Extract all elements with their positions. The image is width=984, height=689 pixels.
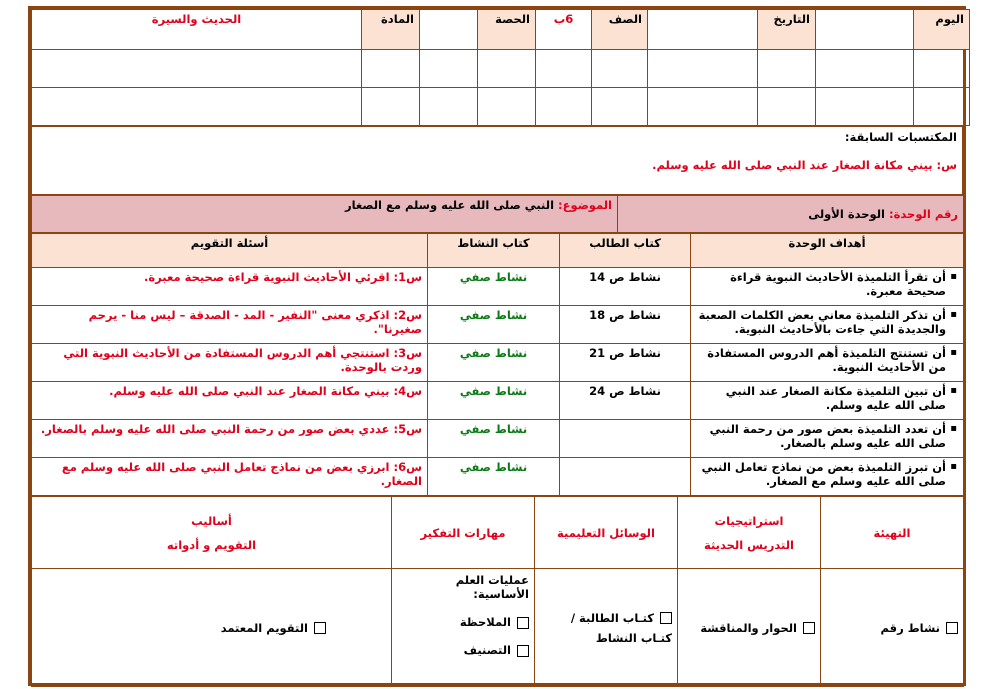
bottom-table <box>31 496 964 687</box>
table-row <box>32 268 964 306</box>
topic-cell <box>32 196 618 233</box>
objective-text: ▪ أن تقرأ التلميذة الأحاديث النبوية قراءة صحيحة معبرة. <box>696 270 946 298</box>
aids-option-label: كتـاب الطالبة / كتـاب النشاط <box>570 610 672 645</box>
strategy-option[interactable] <box>683 621 815 635</box>
aids-option[interactable] <box>540 608 672 648</box>
assessment-question: س2: اذكري معنى "النفير - المد - الصدقة – ليس منا - يرحم صغيرنا". <box>32 306 428 344</box>
assessment-header: أسئلة التقويم <box>32 234 428 268</box>
thinking-header: مهارات التفكير <box>392 497 535 569</box>
assessment-question: س3: استنتجي أهم الدروس المستفادة من الأحاديث النبوية التي وردت بالوحدة. <box>32 344 428 382</box>
table-row <box>32 344 964 382</box>
warmup-option[interactable] <box>826 621 958 635</box>
unit-label: رقم الوحدة: <box>889 207 958 221</box>
prior-knowledge-label: المكتسبات السابقة: <box>844 130 957 144</box>
objective-text: ▪ أن تستنتج التلميذة أهم الدروس المستفادة من الأحاديث النبوية. <box>696 346 946 374</box>
period-label: الحصة <box>478 10 536 50</box>
lesson-plan-sheet <box>28 6 966 686</box>
unit-value: الوحدة الأولى <box>808 207 886 221</box>
activity-cell: نشاط صفي <box>428 344 560 382</box>
objective-text: ▪ أن تعدد التلميذة بعض صور من رحمة النبي صلى الله عليه وسلم بالصغار. <box>696 422 946 450</box>
thinking-option-label: التصنيف <box>463 643 511 657</box>
topic-label: الموضوع: <box>558 198 612 212</box>
student-book-cell: نشاط ص 24 <box>560 382 691 420</box>
checkbox-icon[interactable] <box>517 645 529 657</box>
assessment-tools-header <box>32 497 392 569</box>
assessment-question: س5: عددي بعض صور من رحمة النبي صلى الله عليه وسلم بالصغار. <box>32 420 428 458</box>
thinking-option-observation[interactable] <box>397 615 529 629</box>
checkbox-icon[interactable] <box>314 622 326 634</box>
checkbox-icon[interactable] <box>946 622 958 634</box>
strategies-header-line1: استراتيجيات <box>714 513 784 528</box>
warmup-option-label: نشاط رقم <box>880 620 940 635</box>
activity-cell: نشاط صفي <box>428 268 560 306</box>
activity-book-header: كتاب النشاط <box>428 234 560 268</box>
warmup-header: التهيئة <box>821 497 964 569</box>
strategies-header-line2: التدريس الحديثة <box>704 537 794 552</box>
subject-value: الحديث والسيرة <box>32 10 362 50</box>
warmup-options <box>821 569 964 687</box>
activity-cell: نشاط صفي <box>428 458 560 496</box>
thinking-options <box>392 569 535 687</box>
activity-cell: نشاط صفي <box>428 306 560 344</box>
prior-knowledge-cell <box>32 127 963 195</box>
objective-text: ▪ أن تذكر التلميذة معاني بعض الكلمات الصعبة والجديدة التي جاءت بالأحاديث النبوية. <box>696 308 946 336</box>
table-row <box>32 306 964 344</box>
unit-table <box>31 195 964 233</box>
aids-header: الوسائل التعليمية <box>535 497 678 569</box>
header-table <box>31 9 970 126</box>
assessment-option-label: التقويم المعتمد <box>220 620 308 635</box>
prior-knowledge-question: س: بيني مكانة الصغار عند النبي صلى الله عليه وسلم. <box>652 158 957 172</box>
objective-text: ▪ أن تبرز التلميذة بعض من نماذج تعامل النبي صلى الله عليه وسلم مع الصغار. <box>696 460 946 488</box>
assessment-option[interactable] <box>37 621 386 635</box>
table-row <box>32 458 964 496</box>
assessment-tools-line1: أساليب <box>191 513 232 528</box>
assessment-question: س6: ابرزي بعض من نماذج تعامل النبي صلى الله عليه وسلم مع الصغار. <box>32 458 428 496</box>
subject-label: المادة <box>362 10 420 50</box>
activity-cell: نشاط صفي <box>428 420 560 458</box>
assessment-question: س1: اقرئي الأحاديث النبوية قراءة صحيحة معبرة. <box>32 268 428 306</box>
objectives-header: أهداف الوحدة <box>691 234 964 268</box>
thinking-option-classification[interactable] <box>397 643 529 657</box>
objectives-table <box>31 233 964 496</box>
table-row <box>32 420 964 458</box>
thinking-title: عمليات العلم الأساسية: <box>455 573 529 601</box>
student-book-cell <box>560 420 691 458</box>
period-value[interactable] <box>420 10 478 50</box>
objective-text: ▪ أن تبين التلميذة مكانة الصغار عند النبي صلى الله عليه وسلم. <box>696 384 946 412</box>
table-row <box>32 382 964 420</box>
strategies-header <box>678 497 821 569</box>
day-label: اليوم <box>914 10 970 50</box>
strategy-option-label: الحوار والمناقشة <box>700 620 797 635</box>
date-value[interactable] <box>648 10 758 50</box>
assessment-options <box>32 569 392 687</box>
checkbox-icon[interactable] <box>803 622 815 634</box>
aids-options <box>535 569 678 687</box>
student-book-cell: نشاط ص 21 <box>560 344 691 382</box>
activity-cell: نشاط صفي <box>428 382 560 420</box>
student-book-header: كتاب الطالب <box>560 234 691 268</box>
topic-value: النبي صلى الله عليه وسلم مع الصغار <box>344 198 555 212</box>
prior-knowledge-table <box>31 126 963 195</box>
class-label: الصف <box>592 10 648 50</box>
class-value: 6ب <box>536 10 592 50</box>
date-label: التاريخ <box>758 10 816 50</box>
assessment-question: س4: بيني مكانة الصغار عند النبي صلى الله عليه وسلم. <box>32 382 428 420</box>
checkbox-icon[interactable] <box>517 617 529 629</box>
student-book-cell: نشاط ص 14 <box>560 268 691 306</box>
assessment-tools-line2: التقويم و أدواته <box>166 537 257 552</box>
unit-cell <box>618 196 964 233</box>
checkbox-icon[interactable] <box>660 612 672 624</box>
thinking-option-label: الملاحظة <box>459 615 511 629</box>
student-book-cell <box>560 458 691 496</box>
student-book-cell: نشاط ص 18 <box>560 306 691 344</box>
day-value[interactable] <box>816 10 914 50</box>
strategy-options <box>678 569 821 687</box>
